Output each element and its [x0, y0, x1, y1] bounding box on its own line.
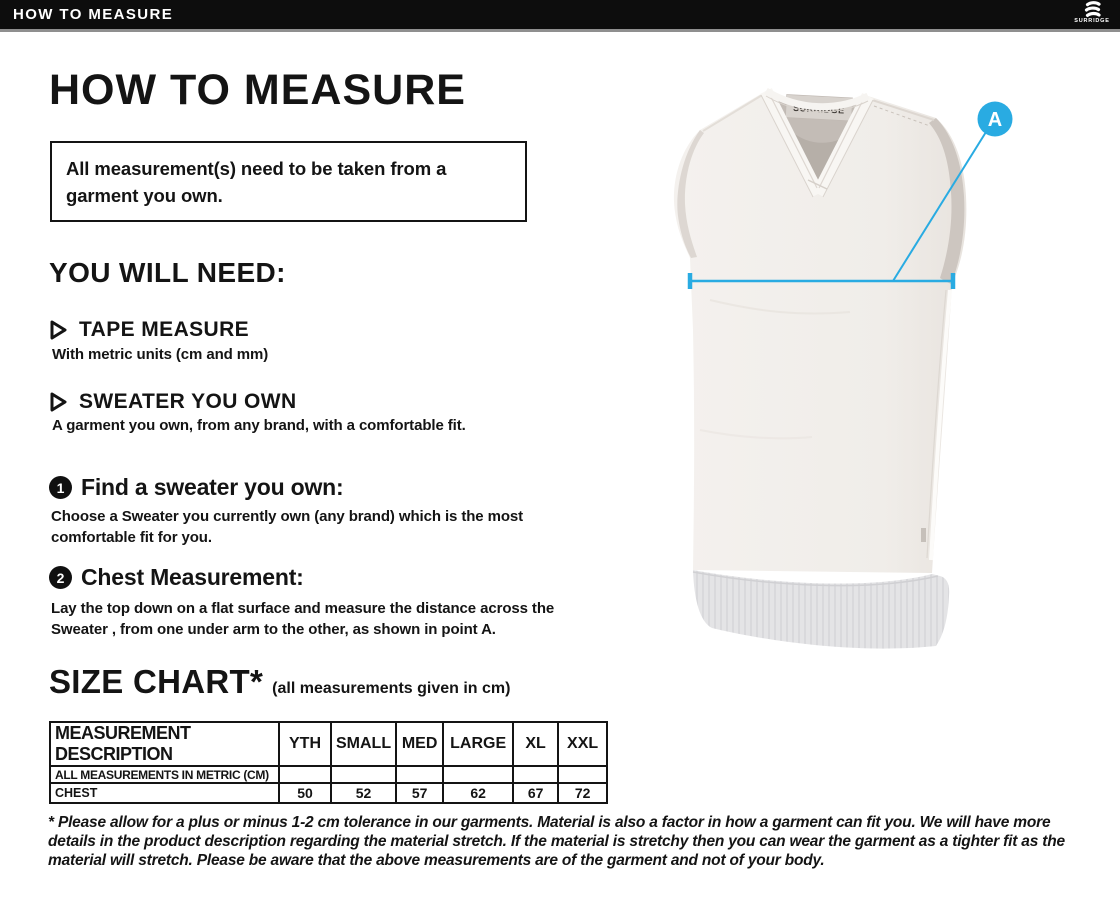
step-2-title: Chest Measurement:: [81, 564, 304, 590]
column-header: XL: [513, 722, 558, 766]
sweater-vest-illustration: [674, 91, 966, 649]
need-item-label: SWEATER YOU OWN: [79, 390, 297, 413]
column-header: LARGE: [443, 722, 513, 766]
triangle-bullet-icon: [49, 391, 68, 413]
surridge-logo-text: SURRIDGE: [1074, 18, 1110, 24]
need-item-description: With metric units (cm and mm): [52, 346, 269, 363]
need-item-tape-measure: [49, 318, 249, 342]
table-cell: 72: [558, 783, 607, 803]
point-a-label: A: [987, 109, 1003, 131]
triangle-bullet-icon: [49, 319, 68, 341]
table-cell: 57: [396, 783, 443, 803]
table-cell: [443, 766, 513, 783]
step-2-number-badge: 2: [49, 566, 72, 589]
top-bar: [0, 0, 1120, 29]
row-label: ALL MEASUREMENTS IN METRIC (CM): [50, 766, 279, 783]
need-item-label: TAPE MEASURE: [79, 318, 250, 341]
side-seam-label: [921, 528, 926, 542]
table-cell: [396, 766, 443, 783]
step-2-description: Lay the top down on a flat surface and measure the distance across the Sweater , from one under arm to the other, as shown in point A.: [51, 600, 555, 638]
table-row: [50, 783, 607, 803]
garment-tag-text: SURRIDGE: [792, 102, 845, 116]
need-item-description: A garment you own, from any brand, with a comfortable fit.: [52, 417, 466, 434]
need-item-sweater: [49, 390, 297, 414]
table-cell: [513, 766, 558, 783]
size-chart-heading: [49, 663, 510, 701]
step-2-heading: [49, 564, 304, 591]
row-label: CHEST: [50, 783, 279, 803]
size-chart-table: [49, 721, 608, 804]
surridge-s-icon: [1077, 1, 1107, 19]
table-header-row: [50, 722, 607, 766]
table-row: [50, 766, 607, 783]
step-1-number-badge: 1: [49, 476, 72, 499]
disclaimer-text: * Please allow for a plus or minus 1-2 cm tolerance in our garments. Material is also a factor in how a garment can fit you. We will have more details in the product description regarding the material stretch. If the material is stretchy then you can wear the garment as a tighter fit as the material will stretch. Please be aware that the above measurements are of the garment and not of your body.: [48, 814, 1065, 869]
step-1-description: Choose a Sweater you currently own (any brand) which is the most comfortable fit for you.: [51, 508, 524, 546]
column-header: MED: [396, 722, 443, 766]
column-header: SMALL: [331, 722, 396, 766]
size-chart-subnote: (all measurements given in cm): [272, 680, 511, 697]
table-cell: 62: [443, 783, 513, 803]
column-header: MEASUREMENT DESCRIPTION: [50, 722, 279, 766]
column-header: YTH: [279, 722, 331, 766]
top-bar-divider: [0, 29, 1120, 32]
table-cell: [558, 766, 607, 783]
step-1-title: Find a sweater you own:: [81, 474, 344, 500]
page-title: HOW TO MEASURE: [49, 66, 466, 114]
top-bar-title: HOW TO MEASURE: [13, 6, 174, 23]
table-cell: 50: [279, 783, 331, 803]
table-cell: [279, 766, 331, 783]
table-cell: [331, 766, 396, 783]
table-cell: 52: [331, 783, 396, 803]
you-will-need-heading: YOU WILL NEED:: [49, 257, 286, 288]
garment-figure: [600, 50, 1060, 675]
note-box: [50, 141, 527, 222]
table-cell: 67: [513, 783, 558, 803]
surridge-logo: [1068, 1, 1116, 28]
note-text: All measurement(s) need to be taken from a garment you own.: [66, 158, 447, 206]
column-header: XXL: [558, 722, 607, 766]
step-1-heading: [49, 474, 344, 501]
size-chart-title: SIZE CHART*: [49, 663, 264, 700]
